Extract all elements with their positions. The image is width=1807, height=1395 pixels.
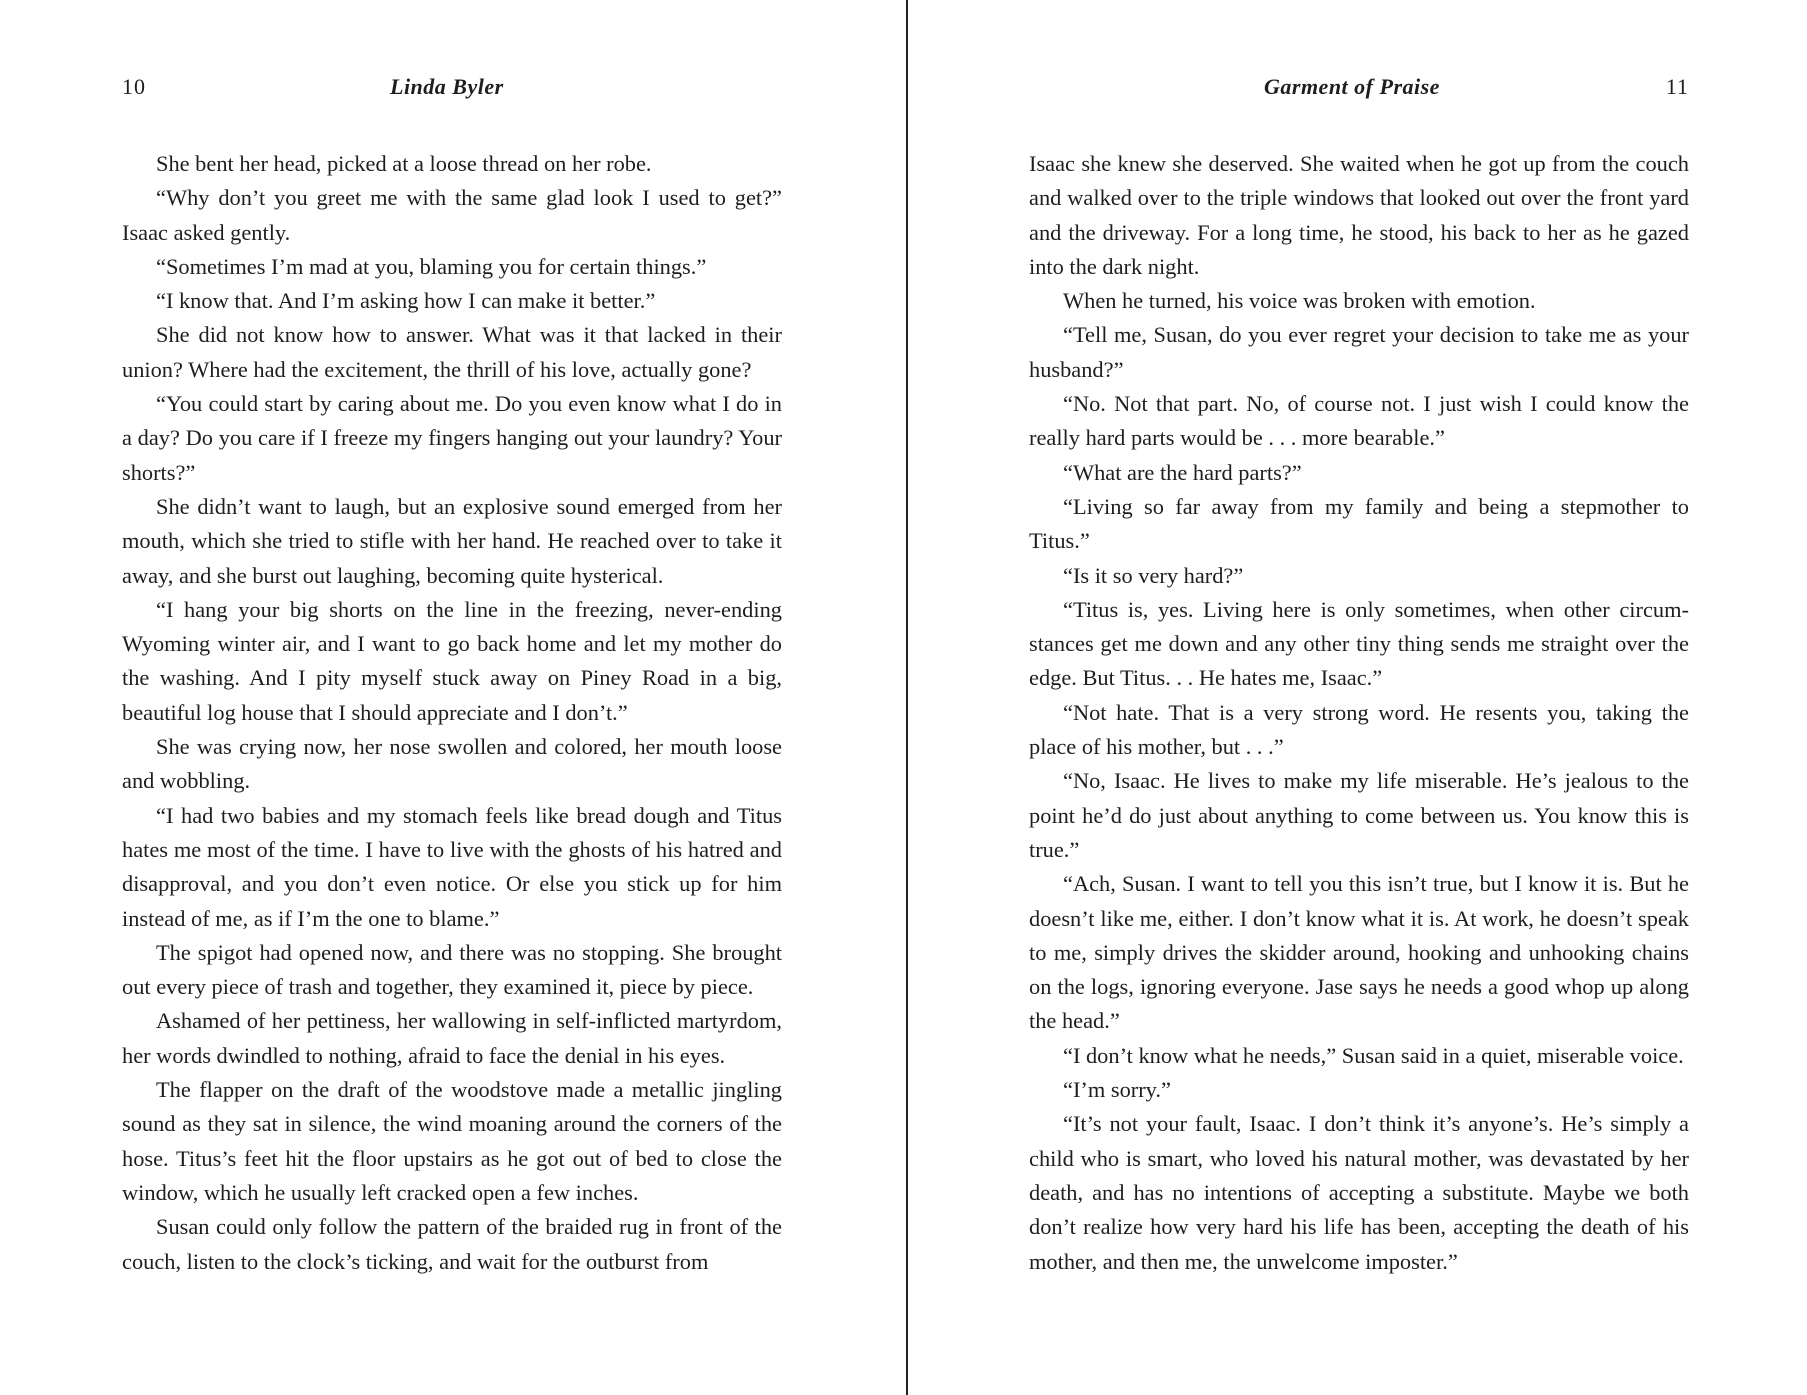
paragraph: Isaac she knew she deserved. She waited when he got up from the couch and walked over to the triple windows that looked out over the front yard and the driveway. For a long time, he stood, his back to her as he gazed into the dark night. (1029, 151, 1689, 279)
gutter-divider (906, 0, 908, 1395)
left-page (122, 0, 782, 1395)
book-title-header: Garment of Praise (1264, 74, 1440, 99)
right-running-head (1029, 70, 1689, 104)
paragraph: “What are the hard parts?” (1063, 459, 1302, 485)
paragraph: “I’m sorry.” (1063, 1077, 1171, 1103)
right-page (1029, 0, 1689, 1395)
paragraph: “Not hate. That is a very strong word. He resents you, taking the place of his mother, but . . .” (1029, 699, 1689, 760)
paragraph: “No, Isaac. He lives to make my life miserable. He’s jealous to the point he’d do just about anything to come between us. You know this is true.” (1029, 768, 1689, 862)
paragraph: “I had two babies and my stomach feels like bread dough and Titus hates me most of the time. I have to live with the ghosts of his hatred and disapproval, and you don’t even notice. Or else you stick up for him instead of me, as if I’m the one to blame.” (122, 802, 782, 931)
paragraph: She did not know how to answer. What was it that lacked in their union? Where had the excitement, the thrill of his love, actually gone? (122, 322, 782, 382)
paragraph: “You could start by caring about me. Do you even know what I do in a day? Do you care if I freeze my fingers hanging out your laundry? Your shorts?” (122, 391, 782, 485)
paragraph: “No. Not that part. No, of course not. I just wish I could know the really hard parts would be . . . more bearable.” (1029, 391, 1689, 451)
paragraph: “It’s not your fault, Isaac. I don’t think it’s anyone’s. He’s simply a child who is smart, who loved his natural mother, was devastated by her death, and has no intentions of accepting a substitute. Maybe we both don’t realize how very hard his life has been, accepting the death of his mother, and then me, the unwelcome imposter.” (1029, 1111, 1689, 1274)
left-page-number: 10 (122, 74, 146, 99)
paragraph: “Living so far away from my family and being a stepmother to Titus.” (1029, 493, 1689, 554)
author-name-header: Linda Byler (390, 74, 504, 99)
right-body-text (1029, 147, 1689, 1279)
paragraph: When he turned, his voice was broken with emotion. (1063, 288, 1536, 314)
paragraph: “Ach, Susan. I want to tell you this isn’t true, but I know it is. But he doesn’t like me, either. I don’t know what it is. At work, he doesn’t speak to me, simply drives the skidder around, hooking and unhooking chains on the logs, ignoring everyone. Jase says he needs a good whop up along the head.” (1029, 871, 1689, 1034)
paragraph: The flapper on the draft of the woodstove made a metallic jingling sound as they sat in silence, the wind moaning around the corners of the hose. Titus’s feet hit the floor upstairs as he got out of bed to close the window, which he usually left cracked open a few inches. (122, 1077, 782, 1205)
paragraph: She was crying now, her nose swollen and colored, her mouth loose and wobbling. (122, 734, 782, 794)
left-running-head (122, 70, 782, 104)
paragraph: “I hang your big shorts on the line in the freezing, never-ending Wyoming winter air, and I want to go back home and let my mother do the washing. And I pity myself stuck away on Piney Road in a big, beautiful log house that I should appreciate and I don’t.” (122, 596, 782, 725)
paragraph: Susan could only follow the pattern of the braided rug in front of the couch, listen to the clock’s ticking, and wait for the outburst from (122, 1214, 782, 1274)
paragraph: “I don’t know what he needs,” Susan said in a quiet, miserable voice. (1063, 1042, 1684, 1068)
paragraph: “I know that. And I’m asking how I can make it better.” (156, 288, 656, 314)
paragraph: “Tell me, Susan, do you ever regret your decision to take me as your husband?” (1029, 322, 1689, 382)
paragraph: The spigot had opened now, and there was no stopping. She brought out every piece of trash and together, they examined it, piece by piece. (122, 939, 782, 1000)
paragraph: “Is it so very hard?” (1063, 562, 1244, 588)
paragraph: “Titus is, yes. Living here is only sometimes, when other circumstances get me down and any other tiny thing sends me straight over the edge. But Titus. . . He hates me, Isaac.” (1029, 596, 1689, 691)
paragraph: Ashamed of her pettiness, her wallowing in self-inflicted martyrdom, her words dwindled to nothing, afraid to face the denial in his eyes. (122, 1008, 782, 1068)
paragraph: She didn’t want to laugh, but an explosive sound emerged from her mouth, which she tried to stifle with her hand. He reached over to take it away, and she burst out laughing, becoming quite hysterical. (122, 493, 782, 588)
paragraph: “Sometimes I’m mad at you, blaming you for certain things.” (156, 253, 707, 279)
right-page-number: 11 (1665, 74, 1689, 99)
paragraph: She bent her head, picked at a loose thread on her robe. (156, 151, 652, 176)
left-body-text (122, 147, 782, 1279)
paragraph: “Why don’t you greet me with the same glad look I used to get?” Isaac asked gently. (122, 185, 782, 245)
